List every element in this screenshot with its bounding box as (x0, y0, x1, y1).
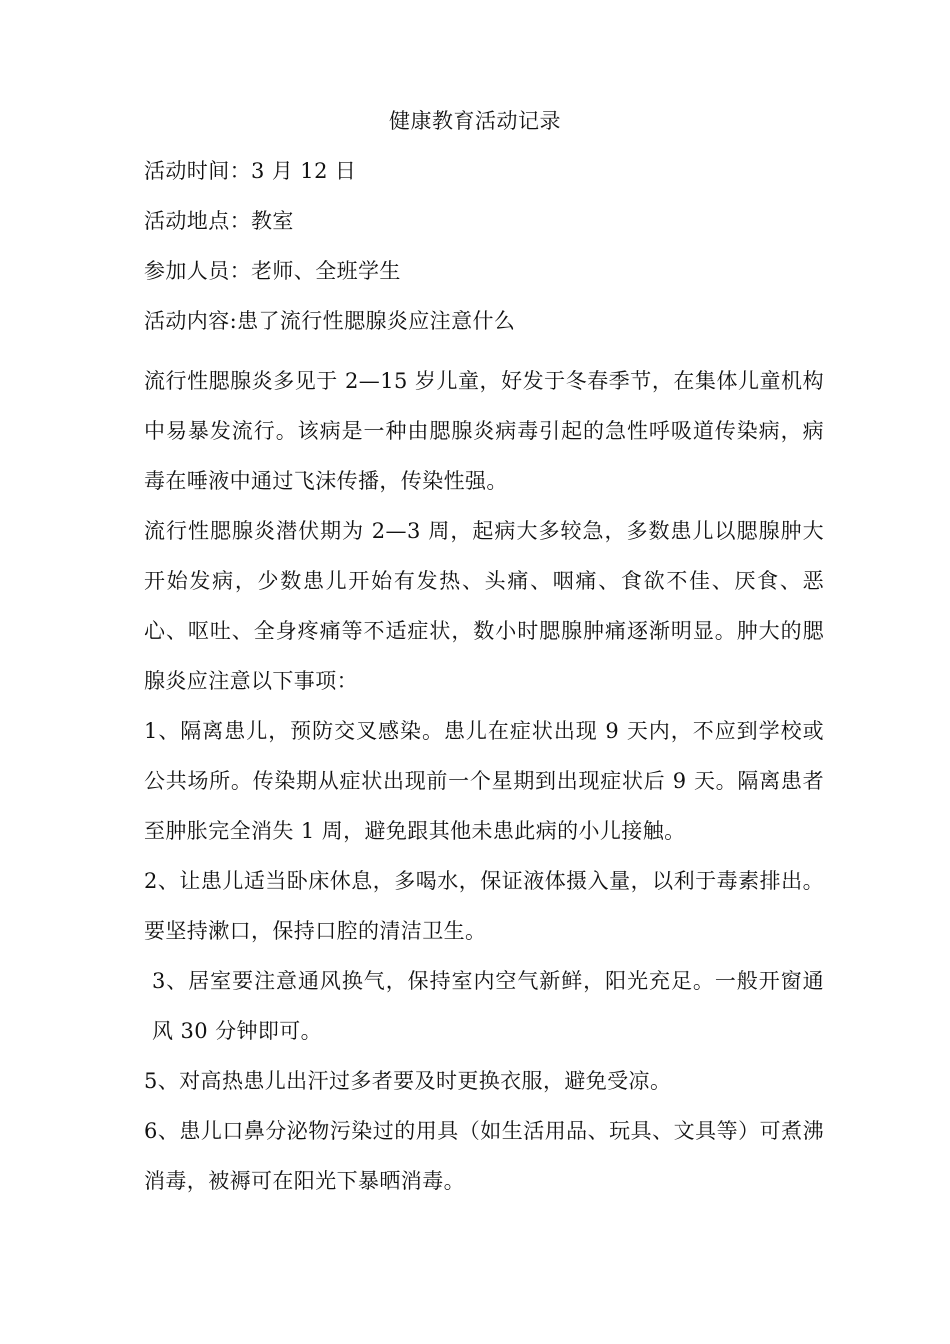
paragraph-item-2: 2、让患儿适当卧床休息，多喝水，保证液体摄入量，以利于毒素排出。要坚持漱口，保持口腔的清洁卫生。 (144, 869, 824, 943)
document-title: 健康教育活动记录 (389, 109, 561, 133)
activity-content: 活动内容:患了流行性腮腺炎应注意什么 (144, 309, 516, 333)
paragraph-intro: 流行性腮腺炎多见于 2—15 岁儿童，好发于冬春季节，在集体儿童机构中易暴发流行。该病是一种由腮腺炎病毒引起的急性呼吸道传染病，病毒在唾液中通过飞沫传播，传染性强。 (144, 369, 824, 493)
paragraph-item-1: 1、隔离患儿，预防交叉感染。患儿在症状出现 9 天内，不应到学校或公共场所。传染期从症状出现前一个星期到出现症状后 9 天。隔离患者至肿胀完全消失 1 周，避免跟其他未患此病的小儿接触。 (144, 719, 824, 843)
paragraph-symptoms: 流行性腮腺炎潜伏期为 2—3 周，起病大多较急，多数患儿以腮腺肿大开始发病，少数患儿开始有发热、头痛、咽痛、食欲不佳、厌食、恶心、呕吐、全身疼痛等不适症状，数小时腮腺肿痛逐渐明显。肿大的腮腺炎应注意以下事项： (144, 519, 824, 693)
activity-time: 活动时间：3 月 12 日 (144, 159, 357, 183)
paragraph-item-3: 3、居室要注意通风换气，保持室内空气新鲜，阳光充足。一般开窗通风 30 分钟即可。 (152, 969, 824, 1043)
paragraph-item-5: 5、对高热患儿出汗过多者要及时更换衣服，避免受凉。 (144, 1069, 672, 1093)
paragraph-item-6: 6、患儿口鼻分泌物污染过的用具（如生活用品、玩具、文具等）可煮沸消毒，被褥可在阳光下暴晒消毒。 (144, 1119, 824, 1193)
document-body (144, 156, 824, 1206)
activity-place: 活动地点：教室 (144, 209, 294, 233)
activity-participants: 参加人员：老师、全班学生 (144, 259, 401, 283)
